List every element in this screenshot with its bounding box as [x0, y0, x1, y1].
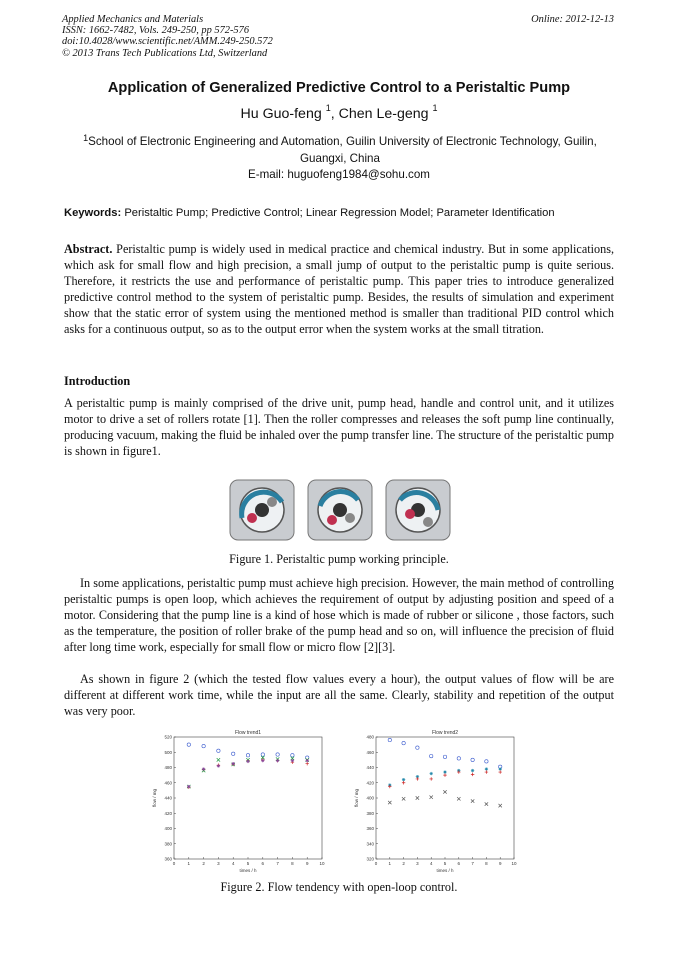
- keywords: [64, 207, 624, 219]
- y-tick-label: 500: [164, 749, 172, 755]
- x-tick-label: 0: [374, 861, 378, 866]
- x-tick-label: 1: [388, 861, 392, 866]
- paragraph: As shown in figure 2 (which the tested flow values every a hour), the output values of flow will be are different at different work time, while the input are all the same. Clearly, stability and repetition of the output was very poor.: [64, 672, 614, 719]
- x-axis-label: times / h: [436, 868, 454, 873]
- doi: doi:10.4028/www.scientific.net/AMM.249-250.572: [62, 36, 273, 48]
- pump-head-image: [308, 480, 372, 540]
- y-tick-label: 400: [164, 826, 172, 831]
- x-tick-label: 7: [471, 861, 474, 866]
- x-tick-label: 3: [217, 861, 220, 866]
- data-point: [430, 772, 433, 775]
- y-tick-label: 420: [366, 780, 374, 786]
- x-tick-label: 10: [511, 861, 517, 866]
- x-tick-label: 7: [276, 861, 279, 866]
- y-tick-label: 480: [164, 765, 172, 770]
- paragraph: A peristaltic pump is mainly comprised of the drive unit, pump head, handle and control unit, and it utilizes motor to drive a set of rollers rotate [1]. Then the roller compresses and releases the soft pump line continually, producing vacuum, making the fluid be inhaled over the pump transfer line. The structure of the peristaltic pump is shown in figure1.: [64, 396, 614, 459]
- abstract-text: Peristaltic pump is widely used in medical practice and chemical industry. But in some applications, which ask for small flow and high precision, a small jump of output to the peristaltic pump is quite serious. Therefore, it restricts the use and performance of peristaltic pump. This paper tries to introduce generalized predictive control method to the system of peristaltic pump. Besides, the results of simulation and experiment show that the static error of system using the mentioned method is smaller than traditional PID control which asks for a continuous output, so as to the output error when the system works at the small titration.: [64, 242, 615, 337]
- author-name: Hu Guo-feng: [240, 106, 322, 122]
- data-point: [499, 767, 502, 770]
- figure-2-caption: Figure 2. Flow tendency with open-loop control.: [220, 880, 458, 894]
- issn: ISSN: 1662-7482, Vols. 249-250, pp 572-576: [62, 25, 250, 37]
- flow-trend1-chart: [148, 727, 330, 875]
- affiliation-text: School of Electronic Engineering and Automation, Guilin University of Electronic Technology, Guilin, Guangxi, China: [88, 135, 597, 165]
- abstract: [64, 241, 614, 338]
- x-tick-label: 3: [416, 861, 419, 866]
- x-tick-label: 4: [429, 861, 433, 866]
- y-tick-label: 440: [366, 765, 374, 770]
- y-tick-label: 520: [164, 734, 172, 740]
- y-tick-label: 380: [366, 810, 374, 816]
- y-axis-label: flow / mg: [152, 788, 157, 808]
- y-tick-label: 380: [164, 841, 172, 847]
- x-tick-label: 2: [402, 861, 405, 866]
- x-tick-label: 10: [319, 861, 325, 866]
- data-point: [306, 759, 309, 762]
- x-tick-label: 8: [291, 861, 294, 866]
- pump-head-image: [386, 480, 450, 540]
- x-axis-label: times / h: [239, 868, 257, 873]
- pump-head-image: [230, 480, 294, 540]
- y-tick-label: 360: [366, 826, 374, 831]
- chart-title: Flow trend2: [431, 730, 459, 736]
- flow-trend2-chart: [350, 727, 522, 875]
- y-tick-label: 460: [366, 749, 374, 755]
- authors: Hu Guo-feng $^1$, Chen Le-geng $^1$: [240, 103, 438, 122]
- x-tick-label: 6: [457, 861, 461, 866]
- data-point: [202, 767, 205, 770]
- keywords-label: Keywords:: [64, 207, 122, 219]
- y-tick-label: 360: [164, 856, 172, 862]
- affiliation: [64, 133, 616, 167]
- affil-mark: 1: [83, 133, 89, 143]
- x-tick-label: 2: [202, 861, 205, 866]
- copyright: © 2013 Trans Tech Publications Ltd, Switzerland: [62, 47, 268, 59]
- x-tick-label: 5: [443, 861, 447, 866]
- x-tick-label: 9: [498, 861, 502, 866]
- plot-area: [174, 737, 322, 859]
- x-tick-label: 4: [231, 861, 235, 866]
- data-point: [246, 760, 249, 763]
- section-heading: Introduction: [64, 374, 131, 388]
- x-tick-label: 9: [305, 861, 309, 866]
- author-name: Chen Le-geng: [338, 106, 429, 122]
- y-tick-label: 460: [164, 780, 172, 786]
- paragraph: In some applications, peristaltic pump must achieve high precision. However, the main method of controlling peristaltic pumps is open loop, which achieves the requirement of output by adjusting position and speed of a motor. Considering that the pump line is a kind of hose which is made of rubber or silicone , those factors, such as the temperature, the position of roller brake of the pump head and so on, will influence the precision of fluid after long time work, especially for small flow or micro flow [2][3].: [64, 576, 614, 655]
- y-axis-label: flow / mg: [354, 788, 359, 808]
- email: E-mail: huguofeng1984@sohu.com: [248, 168, 430, 181]
- paper-title: Application of Generalized Predictive Control to a Peristaltic Pump: [107, 80, 571, 96]
- x-tick-label: 6: [261, 861, 265, 866]
- figure-1-pump-illustration: [228, 478, 452, 542]
- author-affil-mark: 1: [325, 103, 331, 113]
- y-tick-label: 480: [366, 734, 374, 740]
- data-point: [217, 764, 220, 767]
- journal-name: Applied Mechanics and Materials: [62, 14, 204, 25]
- x-tick-label: 5: [246, 861, 250, 866]
- abstract-label: Abstract.: [64, 242, 113, 256]
- y-tick-label: 340: [366, 841, 374, 847]
- author-affil-mark: 1: [432, 103, 438, 113]
- online-date: Online: 2012-12-13: [531, 14, 614, 25]
- x-tick-label: 8: [485, 861, 488, 866]
- x-tick-label: 1: [187, 861, 191, 866]
- y-tick-label: 440: [164, 795, 172, 801]
- data-point: [485, 767, 488, 770]
- figure-1-caption: Figure 1. Peristaltic pump working principle.: [229, 552, 449, 566]
- y-tick-label: 320: [366, 856, 374, 862]
- chart-title: Flow trend1: [234, 730, 262, 736]
- journal-header: [62, 14, 273, 59]
- y-tick-label: 400: [366, 795, 374, 801]
- x-tick-label: 0: [172, 861, 176, 866]
- keywords-text: Peristaltic Pump; Predictive Control; Linear Regression Model; Parameter Identification: [124, 207, 555, 219]
- y-tick-label: 420: [164, 810, 172, 816]
